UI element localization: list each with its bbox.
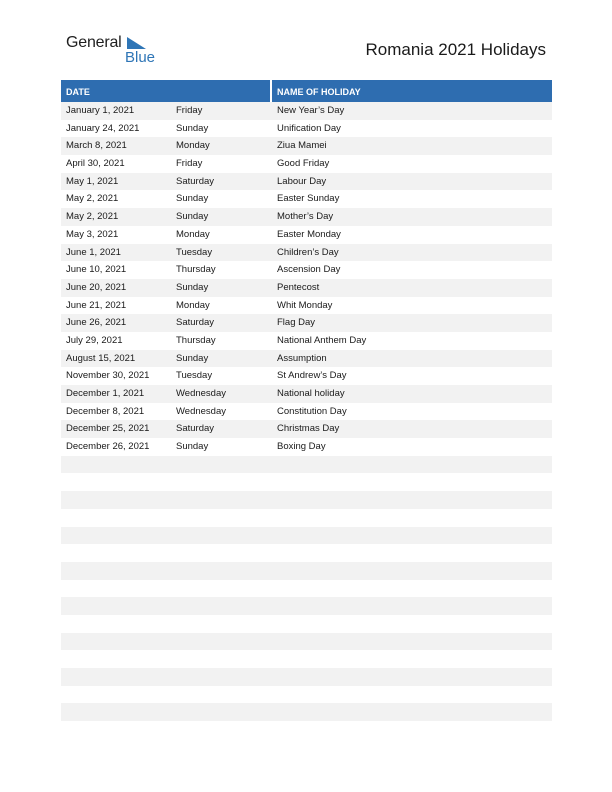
cell-day: Sunday [176, 281, 209, 293]
table-row [61, 527, 552, 545]
table-row [61, 244, 552, 262]
table-row [61, 314, 552, 332]
table-row [61, 562, 552, 580]
cell-holiday-name: Good Friday [277, 158, 330, 170]
cell-holiday-name: Boxing Day [277, 441, 326, 453]
cell-holiday-name: National holiday [277, 388, 345, 399]
brand-name-primary: General [66, 34, 122, 51]
table-row [61, 420, 552, 438]
table-row [61, 668, 552, 686]
cell-date: June 26, 2021 [66, 317, 127, 329]
cell-day: Friday [176, 105, 203, 116]
cell-date: December 8, 2021 [66, 405, 145, 417]
cell-holiday-name: Children’s Day [277, 246, 339, 258]
table-row [61, 137, 552, 155]
table-row [61, 367, 552, 385]
column-divider [270, 80, 272, 102]
cell-day: Wednesday [176, 388, 226, 399]
table-row [61, 226, 552, 244]
table-row [61, 473, 552, 491]
cell-holiday-name: Assumption [277, 352, 327, 364]
cell-date: May 2, 2021 [66, 211, 119, 223]
cell-day: Wednesday [176, 405, 226, 417]
cell-day: Sunday [176, 193, 209, 205]
cell-day: Saturday [176, 317, 215, 329]
cell-holiday-name: Pentecost [277, 281, 320, 293]
cell-holiday-name: Mother’s Day [277, 211, 334, 223]
table-row [61, 297, 552, 315]
table-row [61, 120, 552, 138]
column-header-holiday: NAME OF HOLIDAY [277, 87, 361, 97]
cell-date: May 1, 2021 [66, 175, 119, 187]
cell-date: March 8, 2021 [66, 140, 127, 152]
cell-date: May 3, 2021 [66, 228, 119, 240]
cell-date: July 29, 2021 [66, 334, 123, 346]
cell-holiday-name: Unification Day [277, 122, 341, 134]
cell-day: Monday [176, 299, 210, 311]
table-row [61, 580, 552, 598]
table-row [61, 544, 552, 562]
holiday-table [61, 80, 552, 721]
table-row [61, 279, 552, 297]
cell-date: August 15, 2021 [66, 352, 136, 364]
table-row [61, 686, 552, 704]
cell-holiday-name: St Andrew’s Day [277, 370, 347, 382]
brand-logo [66, 34, 156, 68]
cell-date: June 1, 2021 [66, 246, 121, 258]
cell-holiday-name: Ascension Day [277, 264, 341, 276]
column-header-date: DATE [66, 87, 90, 97]
cell-date: November 30, 2021 [66, 370, 150, 382]
cell-day: Saturday [176, 175, 215, 187]
table-row [61, 650, 552, 668]
cell-day: Tuesday [176, 370, 213, 382]
cell-holiday-name: New Year’s Day [277, 105, 345, 116]
cell-date: December 26, 2021 [66, 441, 150, 453]
table-header [61, 80, 552, 102]
page-title: Romania 2021 Holidays [365, 40, 546, 59]
cell-date: January 1, 2021 [66, 105, 135, 116]
table-row [61, 456, 552, 474]
table-row [61, 261, 552, 279]
table-row [61, 633, 552, 651]
cell-date: May 2, 2021 [66, 193, 119, 205]
cell-holiday-name: Easter Monday [277, 228, 341, 240]
cell-day: Friday [176, 158, 203, 170]
cell-day: Thursday [176, 264, 216, 276]
cell-day: Sunday [176, 352, 209, 364]
cell-day: Sunday [176, 211, 209, 223]
table-row [61, 438, 552, 456]
cell-day: Monday [176, 140, 210, 152]
table-body [61, 102, 552, 721]
cell-holiday-name: Christmas Day [277, 423, 340, 435]
cell-day: Sunday [176, 122, 209, 134]
cell-holiday-name: Flag Day [277, 317, 316, 329]
table-row [61, 491, 552, 509]
cell-date: June 10, 2021 [66, 264, 127, 276]
table-row [61, 509, 552, 527]
cell-date: April 30, 2021 [66, 158, 125, 170]
cell-holiday-name: Labour Day [277, 175, 327, 187]
cell-holiday-name: National Anthem Day [277, 334, 367, 346]
cell-holiday-name: Whit Monday [277, 299, 333, 311]
cell-holiday-name: Ziua Mamei [277, 140, 327, 152]
brand-name-secondary: Blue [125, 49, 156, 66]
cell-date: January 24, 2021 [66, 122, 140, 134]
cell-date: December 25, 2021 [66, 423, 150, 435]
cell-date: June 21, 2021 [66, 299, 127, 311]
table-row [61, 597, 552, 615]
table-row [61, 155, 552, 173]
cell-date: June 20, 2021 [66, 281, 127, 293]
cell-day: Saturday [176, 423, 215, 435]
cell-day: Sunday [176, 441, 209, 453]
table-row [61, 615, 552, 633]
triangle-logo-icon [127, 37, 146, 49]
cell-holiday-name: Easter Sunday [277, 193, 340, 205]
table-row [61, 350, 552, 368]
table-row [61, 102, 552, 120]
table-row [61, 208, 552, 226]
table-row [61, 173, 552, 191]
cell-day: Monday [176, 228, 210, 240]
table-row [61, 332, 552, 350]
table-row [61, 703, 552, 721]
cell-day: Thursday [176, 334, 216, 346]
table-row [61, 403, 552, 421]
cell-day: Tuesday [176, 246, 213, 258]
cell-holiday-name: Constitution Day [277, 405, 347, 417]
cell-date: December 1, 2021 [66, 388, 145, 399]
table-row [61, 190, 552, 208]
table-row [61, 385, 552, 403]
